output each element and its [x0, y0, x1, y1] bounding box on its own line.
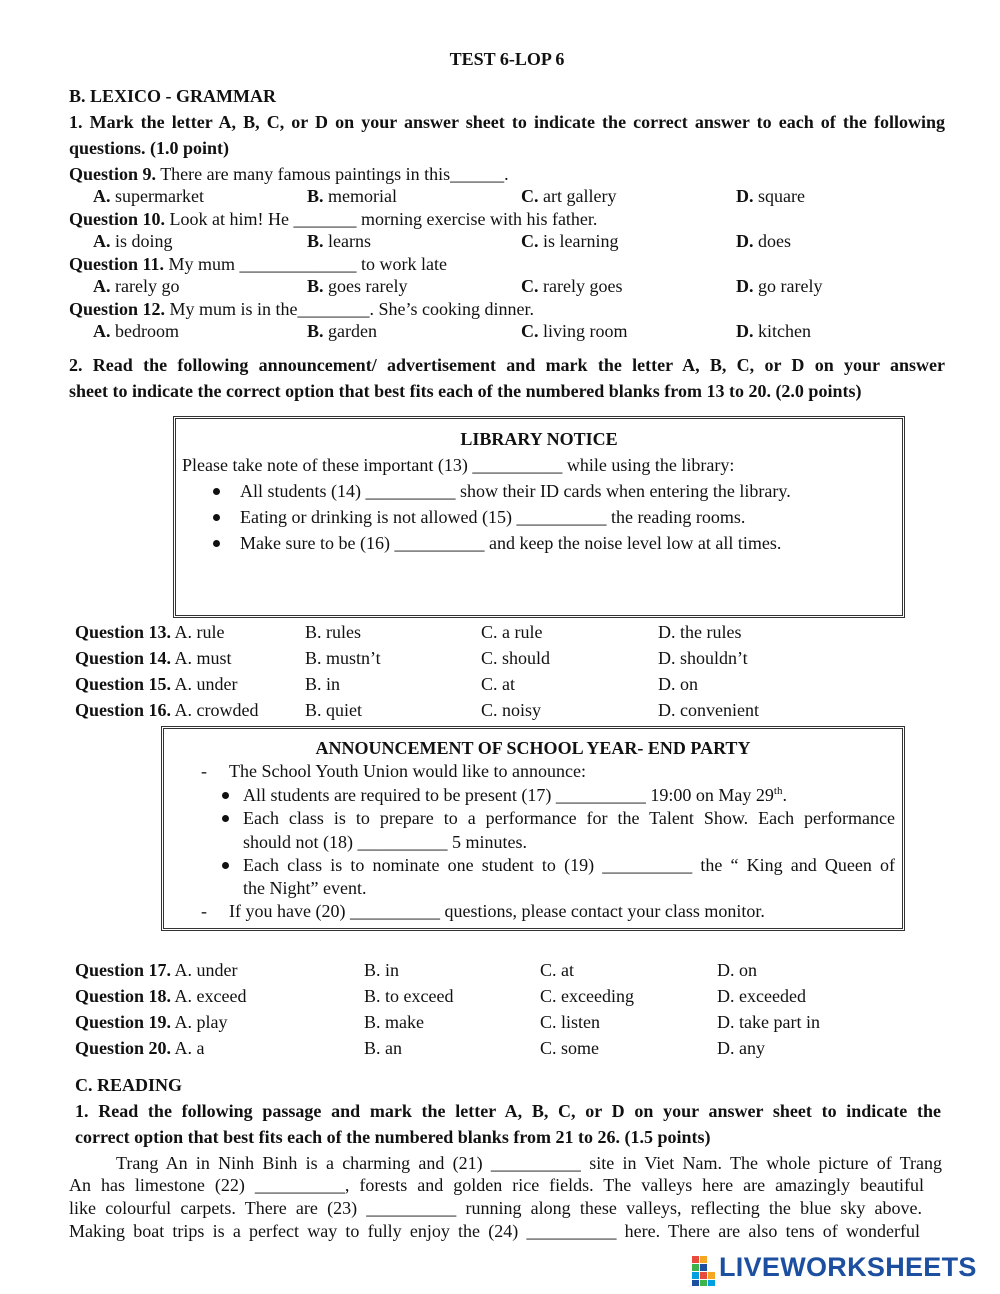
- q9-option-c[interactable]: C. art gallery: [521, 186, 617, 206]
- dash-1: -: [201, 761, 207, 781]
- library-notice-bullet-1: All students (14) __________ show their ID cards when entering the library.: [240, 481, 791, 501]
- question-19: Question 19. A. play: [75, 1012, 228, 1032]
- library-notice-bullet-3: Make sure to be (16) __________ and keep the noise level low at all times.: [240, 533, 782, 553]
- section-c-heading: C. READING: [75, 1075, 183, 1095]
- q20-option-c[interactable]: C. some: [540, 1038, 600, 1058]
- q18-option-b[interactable]: B. to exceed: [364, 986, 454, 1006]
- q14-option-b[interactable]: B. mustn’t: [305, 648, 381, 668]
- q19-option-b[interactable]: B. make: [364, 1012, 424, 1032]
- q11-option-c[interactable]: C. rarely goes: [521, 276, 623, 296]
- q13-option-b[interactable]: B. rules: [305, 622, 361, 642]
- passage-line-2: An has limestone (22) __________, forests and golden rice fields. The valleys here are amazingly beautiful: [69, 1175, 924, 1195]
- question-17: Question 17. A. under: [75, 960, 238, 980]
- q20-option-d[interactable]: D. any: [717, 1038, 765, 1058]
- q19-option-c[interactable]: C. listen: [540, 1012, 601, 1032]
- q18-option-d[interactable]: D. exceeded: [717, 986, 806, 1006]
- watermark-text: LIVEWORKSHEETS: [719, 1252, 977, 1282]
- announcement-bullet-2-line1: Each class is to prepare to a performance for the Talent Show. Each performance: [243, 808, 895, 828]
- reading-instruction-line1: 1. Read the following passage and mark the letter A, B, C, or D on your answer sheet to indicate the: [75, 1101, 941, 1121]
- dash-2: -: [201, 901, 207, 921]
- bullet-icon: [213, 488, 220, 495]
- q9-option-d[interactable]: D. square: [736, 186, 805, 206]
- q10-option-c[interactable]: C. is learning: [521, 231, 619, 251]
- q12-option-d[interactable]: D. kitchen: [736, 321, 811, 341]
- q16-option-d[interactable]: D. convenient: [658, 700, 759, 720]
- announcement-bullet-3-line2: the Night” event.: [243, 878, 367, 898]
- question-13: Question 13. A. rule: [75, 622, 225, 642]
- q16-option-c[interactable]: C. noisy: [481, 700, 542, 720]
- q10-option-b[interactable]: B. learns: [307, 231, 371, 251]
- question-18: Question 18. A. exceed: [75, 986, 247, 1006]
- question-20: Question 20. A. a: [75, 1038, 205, 1058]
- page-title: TEST 6-LOP 6: [449, 49, 565, 69]
- liveworksheets-logo-icon: [692, 1256, 716, 1286]
- question-11: Question 11. My mum _____________ to work late: [69, 254, 448, 274]
- bullet-icon: [222, 815, 229, 822]
- announcement-line-1: The School Youth Union would like to announce:: [229, 761, 586, 781]
- section-b-heading: B. LEXICO - GRAMMAR: [69, 86, 276, 106]
- library-notice-intro: Please take note of these important (13) __________ while using the library:: [182, 455, 735, 475]
- q18-option-c[interactable]: C. exceeding: [540, 986, 634, 1006]
- bullet-icon: [222, 792, 229, 799]
- q17-option-d[interactable]: D. on: [717, 960, 757, 980]
- q17-option-b[interactable]: B. in: [364, 960, 400, 980]
- q12-option-a[interactable]: A. bedroom: [93, 321, 179, 341]
- passage-line-1: Trang An in Ninh Binh is a charming and (21) __________ site in Viet Nam. The whole picture of Trang: [116, 1153, 942, 1173]
- q14-option-c[interactable]: C. should: [481, 648, 551, 668]
- q10-option-a[interactable]: A. is doing: [93, 231, 173, 251]
- library-notice-heading: LIBRARY NOTICE: [460, 429, 618, 449]
- passage-line-4: Making boat trips is a perfect way to fully enjoy the (24) __________ here. There are also tens of wonderful: [69, 1221, 920, 1241]
- question-10: Question 10. Look at him! He _______ morning exercise with his father.: [69, 209, 598, 229]
- part1-instruction-line2: questions. (1.0 point): [69, 138, 230, 158]
- announcement-bullet-2-line2: should not (18) __________ 5 minutes.: [243, 832, 527, 852]
- part2-instruction-line2: sheet to indicate the correct option that best fits each of the numbered blanks from 13 to 20. (2.0 points): [69, 381, 862, 401]
- q19-option-d[interactable]: D. take part in: [717, 1012, 820, 1032]
- question-12: Question 12. My mum is in the________. She’s cooking dinner.: [69, 299, 535, 319]
- q12-option-b[interactable]: B. garden: [307, 321, 377, 341]
- q9-option-b[interactable]: B. memorial: [307, 186, 397, 206]
- q15-option-c[interactable]: C. at: [481, 674, 515, 694]
- part1-instruction-line1: 1. Mark the letter A, B, C, or D on your answer sheet to indicate the correct answer to each of the following: [69, 112, 945, 132]
- q14-option-d[interactable]: D. shouldn’t: [658, 648, 748, 668]
- q11-option-d[interactable]: D. go rarely: [736, 276, 823, 296]
- q11-option-b[interactable]: B. goes rarely: [307, 276, 408, 296]
- q17-option-c[interactable]: C. at: [540, 960, 574, 980]
- bullet-icon: [222, 862, 229, 869]
- q10-option-d[interactable]: D. does: [736, 231, 791, 251]
- announcement-heading: ANNOUNCEMENT OF SCHOOL YEAR- END PARTY: [315, 738, 751, 758]
- q13-option-d[interactable]: D. the rules: [658, 622, 742, 642]
- bullet-icon: [213, 514, 220, 521]
- q15-option-b[interactable]: B. in: [305, 674, 341, 694]
- q11-option-a[interactable]: A. rarely go: [93, 276, 180, 296]
- q15-option-d[interactable]: D. on: [658, 674, 698, 694]
- q16-option-b[interactable]: B. quiet: [305, 700, 362, 720]
- library-notice-bullet-2: Eating or drinking is not allowed (15) __________ the reading rooms.: [240, 507, 746, 527]
- q9-option-a[interactable]: A. supermarket: [93, 186, 204, 206]
- announcement-bullet-3-line1: Each class is to nominate one student to (19) __________ the “ King and Queen of: [243, 855, 895, 875]
- announcement-bullet-1: All students are required to be present (17) __________ 19:00 on May 29th.: [243, 785, 787, 805]
- reading-instruction-line2: correct option that best fits each of the numbered blanks from 21 to 26. (1.5 points): [75, 1127, 711, 1147]
- question-16: Question 16. A. crowded: [75, 700, 259, 720]
- part2-instruction-line1: 2. Read the following announcement/ advertisement and mark the letter A, B, C, or D on your answer: [69, 355, 945, 375]
- q12-option-c[interactable]: C. living room: [521, 321, 628, 341]
- announcement-last-line: If you have (20) __________ questions, please contact your class monitor.: [229, 901, 765, 921]
- q13-option-c[interactable]: C. a rule: [481, 622, 543, 642]
- question-14: Question 14. A. must: [75, 648, 232, 668]
- passage-line-3: like colourful carpets. There are (23) __________ running along these valleys, reflecting the blue sky above.: [69, 1198, 922, 1218]
- q20-option-b[interactable]: B. an: [364, 1038, 402, 1058]
- question-15: Question 15. A. under: [75, 674, 238, 694]
- question-9: Question 9. There are many famous paintings in this______.: [69, 164, 509, 184]
- bullet-icon: [213, 540, 220, 547]
